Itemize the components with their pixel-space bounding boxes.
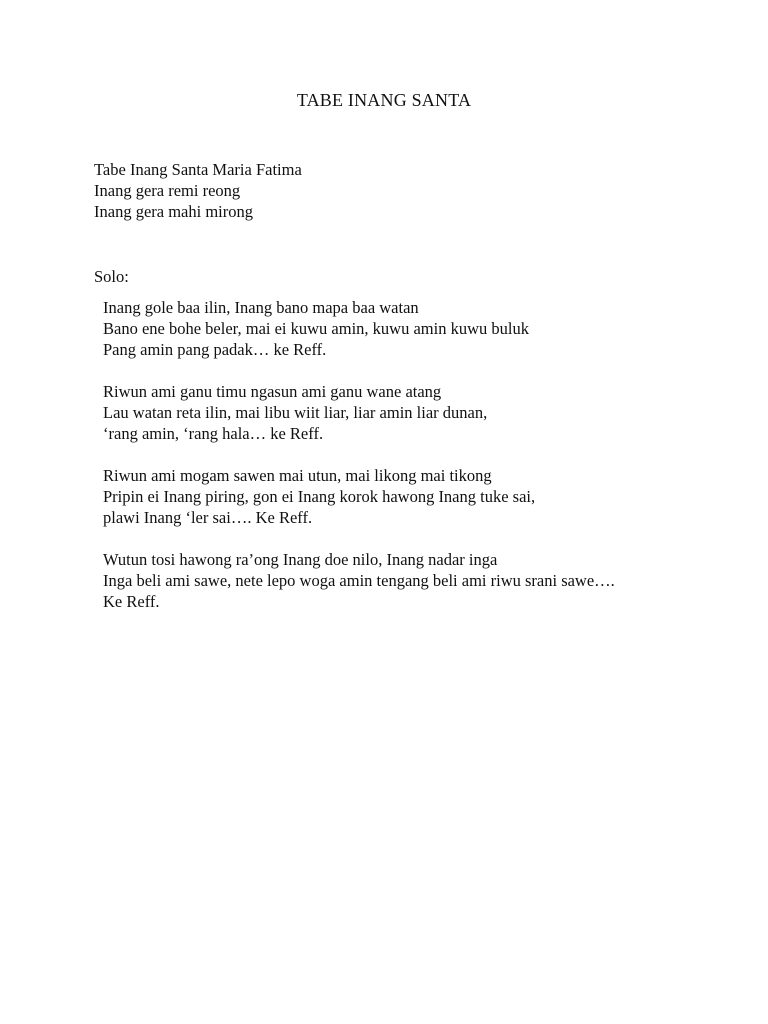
verse-line: Riwun ami ganu timu ngasun ami ganu wane atang	[103, 382, 442, 401]
refrain-line: Tabe Inang Santa Maria Fatima	[94, 160, 302, 179]
verse-line: Pripin ei Inang piring, gon ei Inang korok hawong Inang tuke sai,	[103, 487, 536, 506]
verse-line: Riwun ami mogam sawen mai utun, mai likong mai tikong	[103, 466, 492, 485]
refrain-block	[94, 159, 302, 222]
solo-label: Solo:	[94, 267, 129, 286]
refrain-line: Inang gera mahi mirong	[94, 202, 253, 221]
verse-line: plawi Inang ‘ler sai…. Ke Reff.	[103, 508, 313, 527]
verse-4	[103, 549, 615, 612]
verse-2	[103, 381, 615, 444]
verse-line: Bano ene bohe beler, mai ei kuwu amin, kuwu amin kuwu buluk	[103, 319, 529, 338]
verse-3	[103, 465, 615, 528]
verse-1	[103, 297, 615, 360]
verse-line: ‘rang amin, ‘rang hala… ke Reff.	[103, 424, 324, 443]
verse-line: Pang amin pang padak… ke Reff.	[103, 340, 327, 359]
refrain-line: Inang gera remi reong	[94, 181, 241, 200]
verse-line: Inang gole baa ilin, Inang bano mapa baa watan	[103, 298, 419, 317]
verse-line: Lau watan reta ilin, mai libu wiit liar, liar amin liar dunan,	[103, 403, 488, 422]
verses-block	[103, 297, 615, 633]
verse-line: Ke Reff.	[103, 592, 160, 611]
song-title: TABE INANG SANTA	[296, 90, 472, 110]
verse-line: Inga beli ami sawe, nete lepo woga amin tengang beli ami riwu srani sawe….	[103, 571, 615, 590]
verse-line: Wutun tosi hawong ra’ong Inang doe nilo, Inang nadar inga	[103, 550, 498, 569]
